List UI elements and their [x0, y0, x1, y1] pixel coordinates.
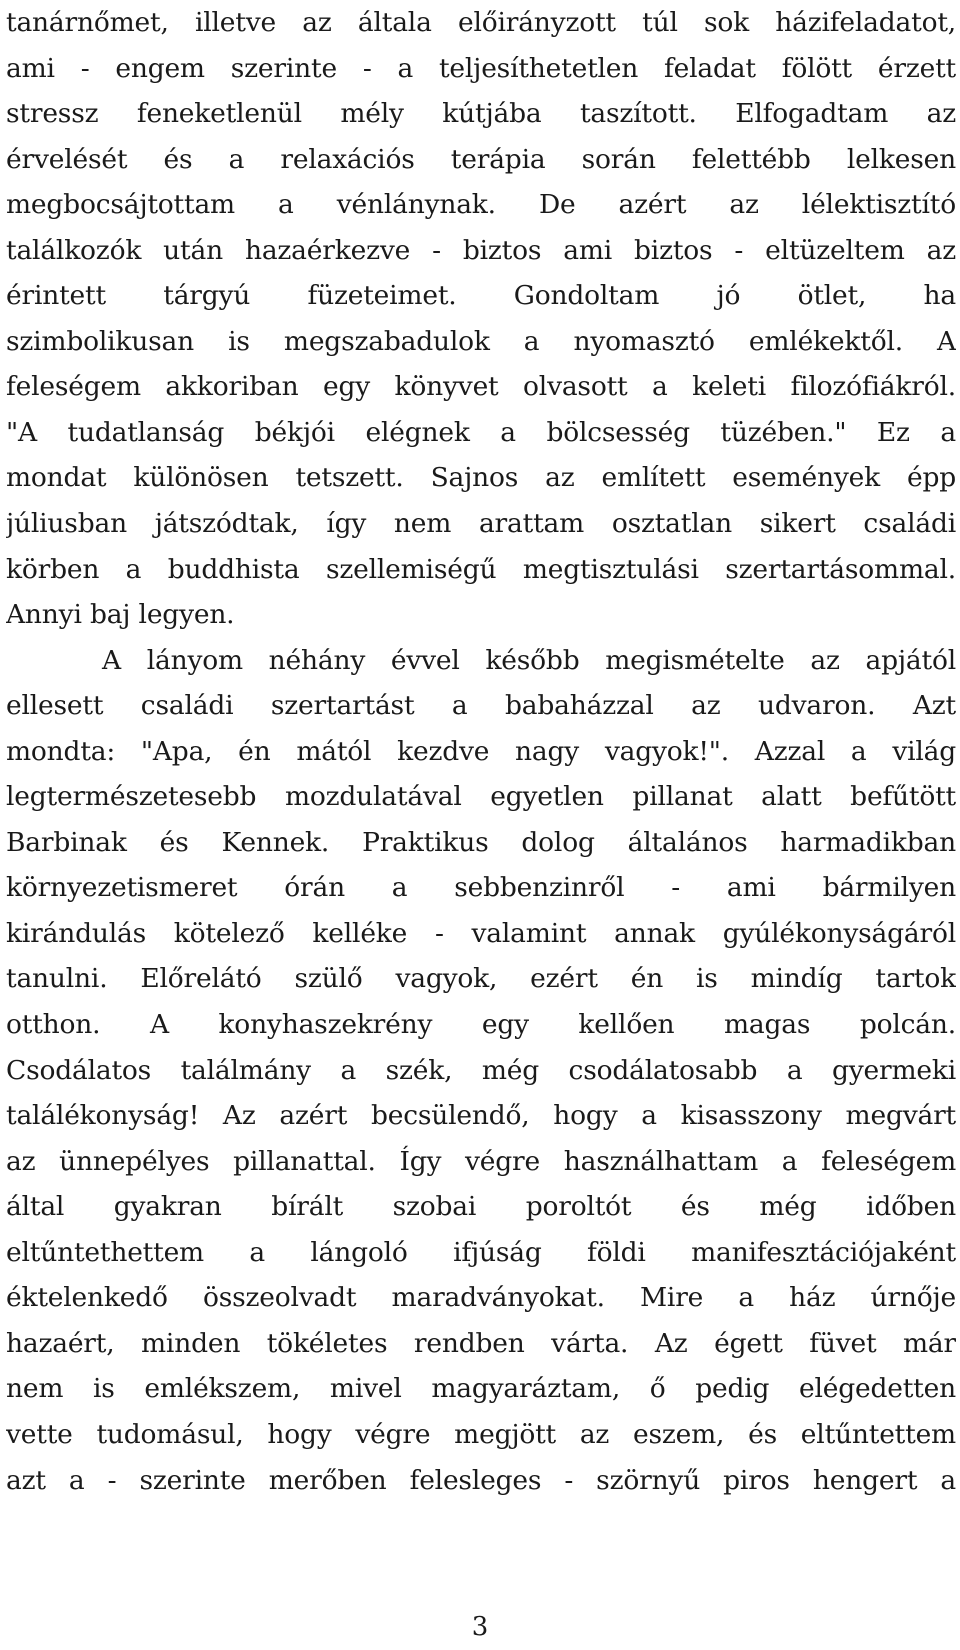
text-line: által gyakran bírált szobai poroltót és még időben	[6, 1191, 956, 1223]
text-line: szimbolikusan is megszabadulok a nyomasztó emlékektől. A	[6, 325, 956, 357]
text-line: stressz feneketlenül mély kútjába taszított. Elfogadtam az	[6, 98, 956, 130]
text-line: találékonyság! Az azért becsülendő, hogy a kisasszony megvárt	[6, 1100, 956, 1132]
text-line: tanárnőmet, illetve az általa előirányzott túl sok házifeladatot,	[6, 7, 956, 38]
text-line: hazaért, minden tökéletes rendben várta. Az égett füvet már	[6, 1327, 956, 1359]
text-line: eltűntethettem a lángoló ifjúság földi manifesztációjaként	[6, 1236, 956, 1268]
text-line: tanulni. Előrelátó szülő vagyok, ezért én is mindíg tartok	[6, 963, 956, 995]
text-line: vette tudomásul, hogy végre megjött az eszem, és eltűntettem	[6, 1418, 956, 1450]
text-line: éktelenkedő összeolvadt maradványokat. Mire a ház úrnője	[6, 1282, 956, 1314]
document-page	[6, 0, 956, 1503]
text-line: mondat különösen tetszett. Sajnos az említett események épp	[6, 462, 956, 494]
text-line: A lányom néhány évvel később megismételte az apjától	[102, 644, 956, 676]
text-line: júliusban játszódtak, így nem arattam osztatlan sikert családi	[6, 508, 956, 540]
text-line: mondta: "Apa, én mától kezdve nagy vagyok!". Azzal a világ	[6, 735, 956, 767]
text-line: Barbinak és Kennek. Praktikus dolog általános harmadikban	[6, 826, 956, 858]
text-line: ellesett családi szertartást a babaházzal az udvaron. Azt	[6, 690, 956, 722]
text-line: az ünnepélyes pillanattal. Így végre használhattam a feleségem	[6, 1145, 956, 1177]
text-line: "A tudatlanság békjói elégnek a bölcsesség tüzében." Ez a	[6, 416, 956, 448]
text-line: Csodálatos találmány a szék, még csodálatosabb a gyermeki	[6, 1054, 956, 1086]
paragraph-1	[6, 0, 956, 638]
text-line: nem is emlékszem, mivel magyaráztam, ő pedig elégedetten	[6, 1373, 956, 1405]
text-line: Annyi baj legyen.	[6, 599, 235, 631]
page-number: 3	[471, 1612, 489, 1642]
text-line: körben a buddhista szellemiségű megtisztulási szertartásommal.	[6, 553, 956, 585]
text-line: kirándulás kötelező kelléke - valamint annak gyúlékonyságáról	[6, 917, 956, 949]
text-line: megbocsájtottam a vénlánynak. De azért az lélektisztító	[6, 189, 956, 221]
text-line: feleségem akkoriban egy könyvet olvasott a keleti filozófiákról.	[6, 371, 956, 403]
text-line: ami - engem szerinte - a teljesíthetetlen feladat fölött érzett	[6, 52, 956, 84]
text-line: környezetismeret órán a sebbenzinről - ami bármilyen	[6, 872, 956, 904]
text-line: otthon. A konyhaszekrény egy kellően magas polcán.	[6, 1009, 956, 1041]
text-line: érvelését és a relaxációs terápia során felettébb lelkesen	[6, 143, 956, 175]
text-line: érintett tárgyú füzeteimet. Gondoltam jó ötlet, ha	[6, 280, 956, 312]
text-line: azt a - szerinte merőben felesleges - szörnyű piros hengert a	[6, 1464, 956, 1496]
text-line: legtermészetesebb mozdulatával egyetlen pillanat alatt befűtött	[6, 781, 956, 813]
paragraph-2	[6, 638, 956, 1503]
text-line: találkozók után hazaérkezve - biztos ami biztos - eltüzeltem az	[6, 234, 956, 266]
